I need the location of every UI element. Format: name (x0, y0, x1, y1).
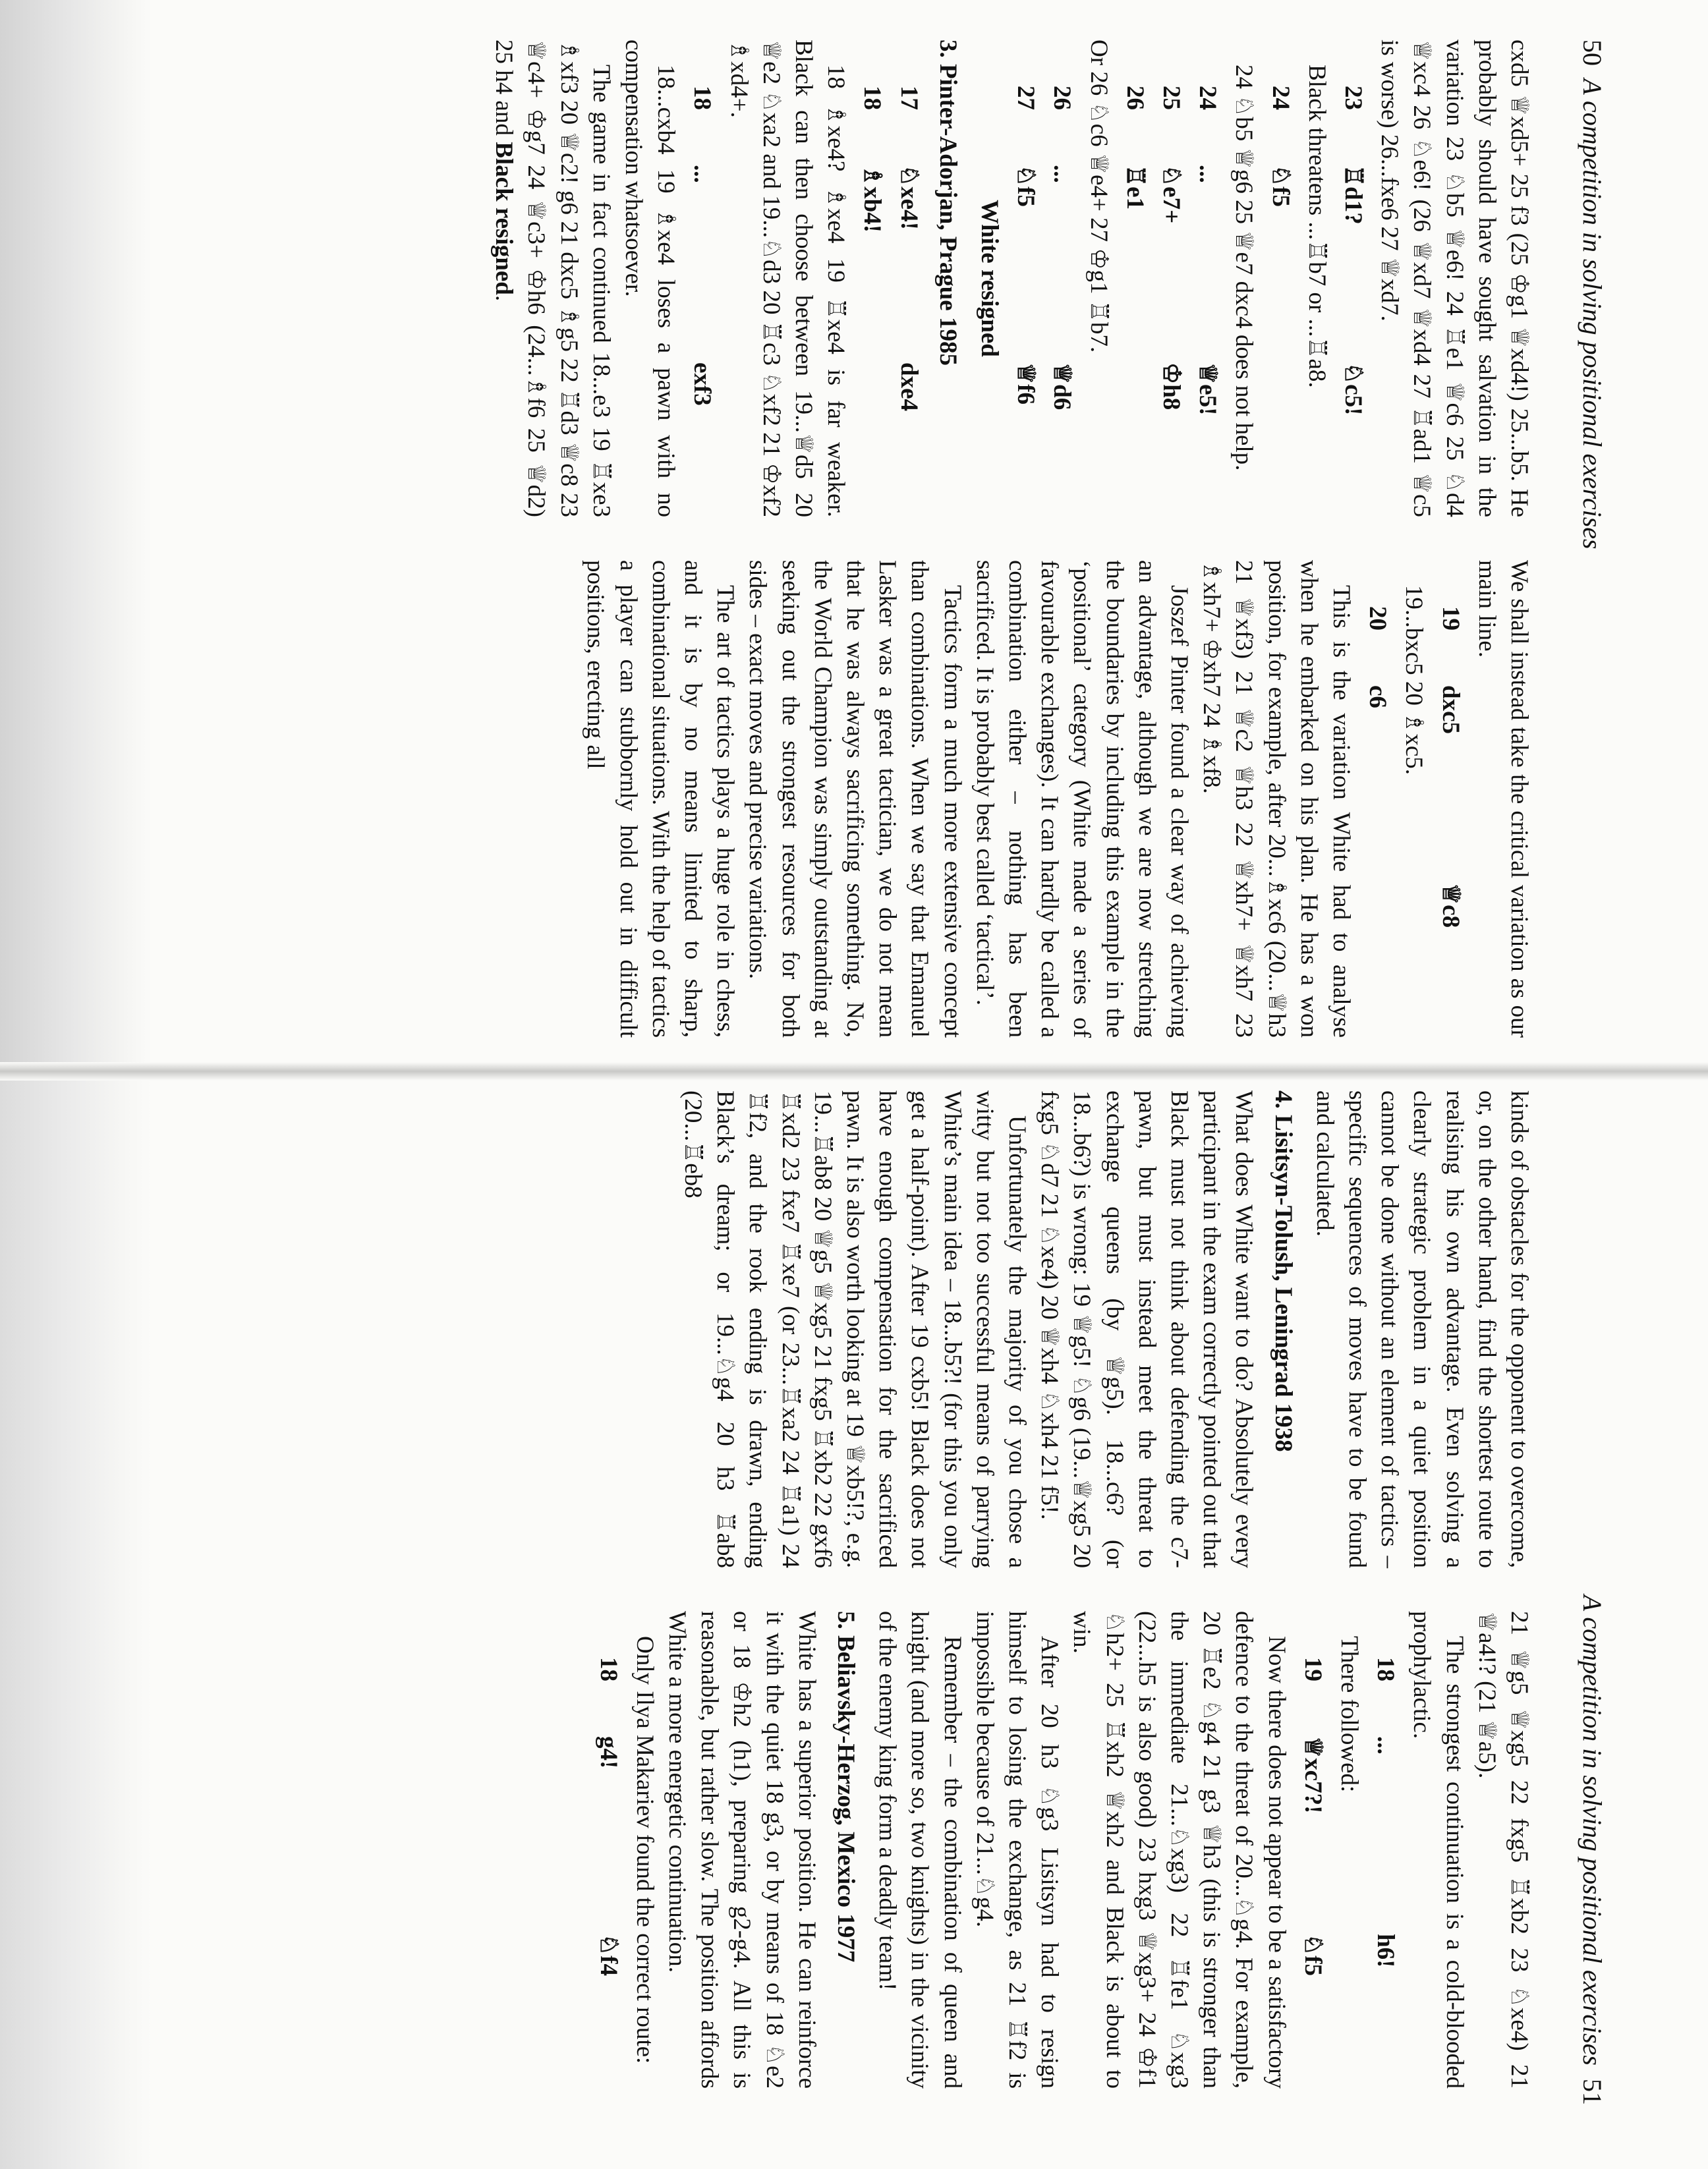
paragraph: There followed: (1335, 1636, 1363, 1793)
move-line: 24 ♘f5 (1267, 86, 1294, 207)
column-1 (677, 1090, 1535, 1568)
move-line: 18 ... exf3 (689, 86, 716, 406)
paragraph: Black threatens ...♖b7 or ...♖a8. (1303, 65, 1330, 388)
move-line: 26 ♖e1 (1121, 86, 1149, 210)
book-gutter (0, 1062, 1708, 1081)
move-line: 18 g4! ♘f4 (594, 1657, 622, 1976)
paragraph: After 20 h3 ♘g3 Lisitsyn had to resign himself to losing the exchange, as 21 ♖f2 is impossible because of 21...♘g4. (971, 1611, 1064, 2089)
game-heading: 4. Lisitsyn-Tolush, Leningrad 1938 (1269, 1090, 1297, 1452)
move-line: 20 c6 (1364, 606, 1392, 708)
paragraph: What does White want to do? Absolutely every participant in the exam correctly pointed out that Black must not think about defending the c7-pawn, but must instead meet the threat to exchange queens (by ♕g5). 18...c6? (or 18...b6?) is wrong: 19 ♕g5! ♘g6 (19...♕xg5 20 fxg5 ♘d7 21 ♘xe4) 20 ♕xh4 ♘xh4 21 f5!. (1036, 1090, 1258, 1568)
paragraph: White has a superior position. He can reinforce it with the quiet 18 g3, or by means of 18 ♘e2 or 18 ♔h2 (h1), preparing g2-g4. All this is reasonable, but rather slow. The position affords White a more energetic continuation. (663, 1611, 820, 2089)
paragraph: We shall instead take the critical variation as our main line. (1473, 560, 1533, 1038)
paragraph: 19...bxc5 20 ♗xc5. (1400, 585, 1428, 775)
column-1 (488, 40, 1535, 517)
move-line: 24 ... ♕e5! (1194, 86, 1222, 416)
paragraph: kinds of obstacles for the opponent to overcome, or, on the other hand, find the shortest route to realising his own advantage. Even solving a clearly strategic problem in a quiet position cannot be done without an element of tactics – specific sequences of moves have to be found and calculated. (1311, 1090, 1533, 1568)
page-51 (277, 1090, 1608, 2105)
paragraph: The art of tactics plays a huge role in chess, and it is by no means limited to sharp, combinational situations. With the help of tactics a player can stubbornly hold out in difficult positions, erecting all (582, 560, 739, 1038)
paragraph: Joszef Pinter found a clear way of achieving an advantage, although we are now stretching the boundaries by including this example in the ‘positional’ category (White made a series of favourable exchanges). It can hardly be called a combination either – nothing has been sacrificed. It is probably best called ‘tactical’. (971, 560, 1193, 1038)
page-header (1562, 40, 1608, 1054)
paragraph: Only Ilya Makariev found the correct route: (631, 1636, 658, 2064)
column-2 (579, 560, 1535, 1038)
paragraph: This is the variation White had to analyse when he embarked on his plan. He has a won position, for example, after 20...♗xc6 (20...♕h3 21 ♕xf3) 21 ♕c2 ♕h3 22 ♕xh7+ ♕xh7 23 ♗xh7+ ♔xh7 24 ♗xf8. (1198, 560, 1355, 1038)
paragraph: 24 ♘b5 ♕g6 25 ♕e7 dxc4 does not help. (1230, 65, 1258, 471)
running-title: A competition in solving positional exercises (1578, 78, 1607, 549)
page-header (1562, 1090, 1608, 2105)
running-title: A competition in solving positional exercises (1578, 1594, 1607, 2066)
move-line: 19 dxc5 ♕c8 (1437, 606, 1464, 928)
move-line: 17 ♘xe4! dxe4 (895, 86, 923, 411)
scan-shadow-bottom (0, 1067, 152, 2169)
paragraph: 21 ♕g5 ♕xg5 22 fxg5 ♖xb2 23 ♘xe4) 21 ♕a4!? (21 ♕a5). (1473, 1611, 1533, 2089)
move-line: 25 ♘e7+ ♔h8 (1157, 86, 1185, 410)
column-2 (588, 1611, 1535, 2089)
paragraph: Unfortunately the majority of you chose a witty but not too successful means of parrying White’s main idea – 18...b5?! (for this you only get a half-point). After 19 cxb5! Black does not have enough compensation for the sacrificed pawn. It is also worth looking at 19 ♕xb5!?, e.g. 19...♖ab8 20 ♕g5 ♕xg5 21 fxg5 ♖xb2 22 gxf6 ♖xd2 23 fxe7 ♖xe7 (or 23...♖xa2 24 ♖a1) 24 ♖f2, and the rook ending is drawn, ending Black’s dream; or 19...♘g4 20 h3 ♖ab8 (20...♖eb8 (679, 1090, 1031, 1568)
paragraph: Remember – the combination of queen and knight (and more so, two knights) in the vicinity of the enemy king form a deadly team! (874, 1611, 966, 2089)
paragraph: Now there does not appear to be a satisfactory defence to the threat of 20...♘g4. For example, 20 ♖e2 ♘g4 21 g3 ♕h3 (this is stronger than the immediate 21...♘xg3) 22 ♖fe1 ♘xg3 (22...h5 is also good) 23 hxg3 ♕xg3+ 24 ♔f1 ♘h2+ 25 ♖xh2 ♕xh2 and Black is about to win. (1068, 1611, 1290, 2089)
paragraph: 18 ♗xe4? ♗xe4 19 ♖xe4 is far weaker. Black can then choose between 19...♕d5 20 ♕e2 ♘xa2 and 19...♘d3 20 ♖c3 ♘xf2 21 ♔xf2 ♗xd4+. (725, 40, 850, 517)
paragraph: Tactics form a much more extensive concept than combinations. When we say that Emanuel Lasker was a great tactician, we do not mean that he was always sacrificing something. No, the World Champion was simply outstanding at seeking out the strongest resources for both sides – exact moves and precise variations. (744, 560, 966, 1038)
move-line: 27 ♘f5 ♕f6 (1012, 86, 1040, 405)
page-50 (277, 40, 1608, 1054)
game-heading: 5. Beliavsky-Herzog, Mexico 1977 (832, 1611, 859, 1963)
move-line: 23 ♖d1? ♘c5! (1339, 86, 1367, 416)
page-number: 50 (1578, 40, 1607, 66)
game-result: White resigned (975, 200, 1003, 357)
paragraph: Or 26 ♘c6 ♕e4+ 27 ♔g1 ♖b7. (1085, 40, 1112, 353)
paragraph: The strongest continuation is a cold-blooded prophylactic. (1408, 1611, 1468, 2089)
scan-shadow-top (0, 0, 152, 1067)
paragraph: cxd5 ♕xd5+ 25 f3 (25 ♔g1 ♕xd4!) 25...b5. He probably should have sought salvation in the variation 23 ♘b5 ♕e6! 24 ♖e1 ♕c6 25 ♘d4 ♕xc4 26 ♘e6! (26 ♕xd7 ♕xd4 27 ♖ad1 ♕c5 is worse) 26...fxe6 27 ♕xd7. (1376, 40, 1533, 517)
move-line: 19 ♕xc7?! ♘f5 (1299, 1657, 1326, 1976)
paragraph: 18...cxb4 19 ♗xe4 loses a pawn with no compensation whatsoever. (619, 40, 680, 517)
move-line: 26 ... ♕d6 (1048, 86, 1076, 410)
game-heading: 3. Pinter-Adorjan, Prague 1985 (934, 40, 961, 366)
page-number: 51 (1578, 2079, 1607, 2105)
paragraph: The game in fact continued 18...e3 19 ♖xe3 ♗xf3 20 ♕c2! g6 21 dxc5 ♗g5 22 ♖d3 ♕c8 23 ♕c4+ ♔g7 24 ♕c3+ ♔h6 (24...♗f6 25 ♕d2) 25 h4 and Black resigned. (490, 40, 615, 517)
move-line: 18 ♗xb4! (859, 86, 886, 233)
move-line: 18 ... h6! (1372, 1657, 1400, 1968)
